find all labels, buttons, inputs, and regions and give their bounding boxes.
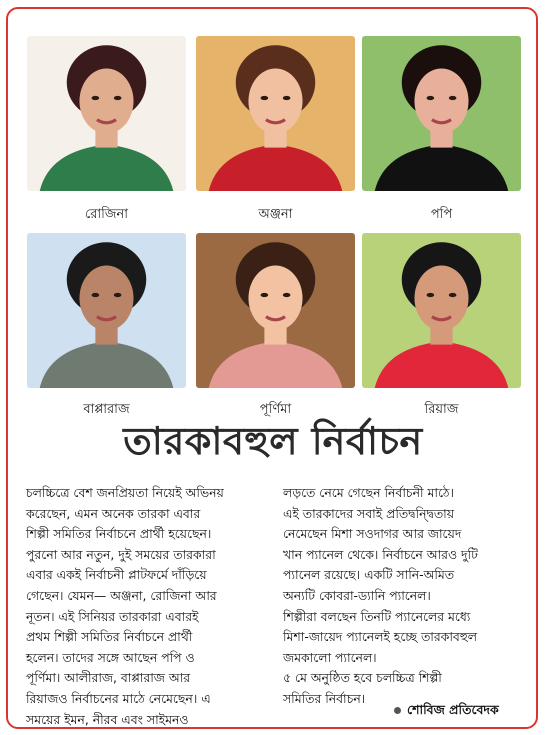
caption-bapparaj: বাপ্পারাজ — [83, 402, 130, 417]
portrait-image — [27, 233, 186, 388]
text-line: ৫ মে অনুষ্ঠিত হবে চলচ্চিত্র শিল্পী — [283, 670, 442, 686]
text-line: লড়তে নেমে গেছেন নির্বাচনী মাঠে। — [283, 485, 454, 500]
photo-popy — [362, 36, 521, 191]
text-line: এই তারকাদের সবাই প্রতিদ্বন্দ্বিতায় — [283, 505, 455, 521]
text-line: শিল্পীরা বলছেন তিনটি প্যানেলের মধ্যে — [283, 608, 471, 624]
text-line: খান প্যানেল থেকে। নির্বাচনে আরও দুটি — [283, 546, 478, 562]
byline-text: শোবিজ প্রতিবেদক — [407, 702, 499, 717]
text-line: পূর্ণিমা। আলীরাজ, বাপ্পারাজ আর — [26, 670, 191, 686]
headline: তারকাবহুল নির্বাচন — [123, 418, 423, 463]
text-line: শিল্পী সমিতির নির্বাচনে প্রার্থী হয়েছেন। — [26, 526, 212, 542]
caption-riaz: রিয়াজ — [424, 402, 459, 417]
text-line: মিশা-জায়েদ প্যানেলই হচ্ছে তারকাবহুল — [283, 629, 477, 645]
caption-popy: পপি — [430, 207, 453, 222]
article-column-left — [26, 483, 268, 730]
photo-anjana — [196, 36, 355, 191]
photo-purnima — [196, 233, 355, 388]
portrait-image — [196, 36, 355, 191]
text-line: চলচ্চিত্রে বেশ জনপ্রিয়তা নিয়েই অভিনয় — [26, 485, 224, 500]
photo-bapparaj — [27, 233, 186, 388]
text-line: রিয়াজও নির্বাচনের মাঠে নেমেছেন। এ — [26, 690, 211, 706]
text-line: গেছেন। যেমন— অঞ্জনা, রোজিনা আর — [26, 587, 217, 603]
text-line: এবার একই নির্বাচনী প্লাটফর্মে দাঁড়িয়ে — [26, 567, 207, 583]
text-line: প্রথম শিল্পী সমিতির নির্বাচনে প্রার্থী — [26, 629, 193, 645]
text-line: নেমেছেন মিশা সওদাগর আর জায়েদ — [283, 526, 462, 542]
portrait-image — [362, 233, 521, 388]
caption-anjana: অঞ্জনা — [258, 207, 293, 222]
text-line: জমকালো প্যানেল। — [283, 649, 377, 665]
photo-rozina — [27, 36, 186, 191]
portrait-image — [196, 233, 355, 388]
portrait-image — [362, 36, 521, 191]
text-line: সমিতির নির্বাচন। — [283, 690, 366, 706]
article-column-right — [283, 483, 531, 710]
portrait-image — [27, 36, 186, 191]
bullet-icon — [394, 707, 401, 714]
text-line: নূতন। এই সিনিয়র তারকারা এবারই — [26, 608, 199, 624]
caption-purnima: পূর্ণিমা — [259, 402, 292, 417]
photo-riaz — [362, 233, 521, 388]
text-line: করেছেন, এমন অনেক তারকা এবার — [26, 505, 201, 521]
text-line: হলেন। তাদের সঙ্গে আছেন পপি ও — [26, 649, 195, 665]
text-line: অন্যটি কোবরা-ড্যানি প্যানেল। — [283, 587, 431, 603]
text-line: পুরনো আর নতুন, দুই সময়ের তারকারা — [26, 546, 216, 562]
text-line: সময়ের ইমন, নীরব এবং সাইমনও — [26, 711, 189, 727]
text-line: প্যানেল রয়েছে। একটি সানি-অমিত — [283, 567, 455, 583]
caption-rozina: রোজিনা — [84, 207, 129, 222]
byline — [394, 702, 499, 722]
